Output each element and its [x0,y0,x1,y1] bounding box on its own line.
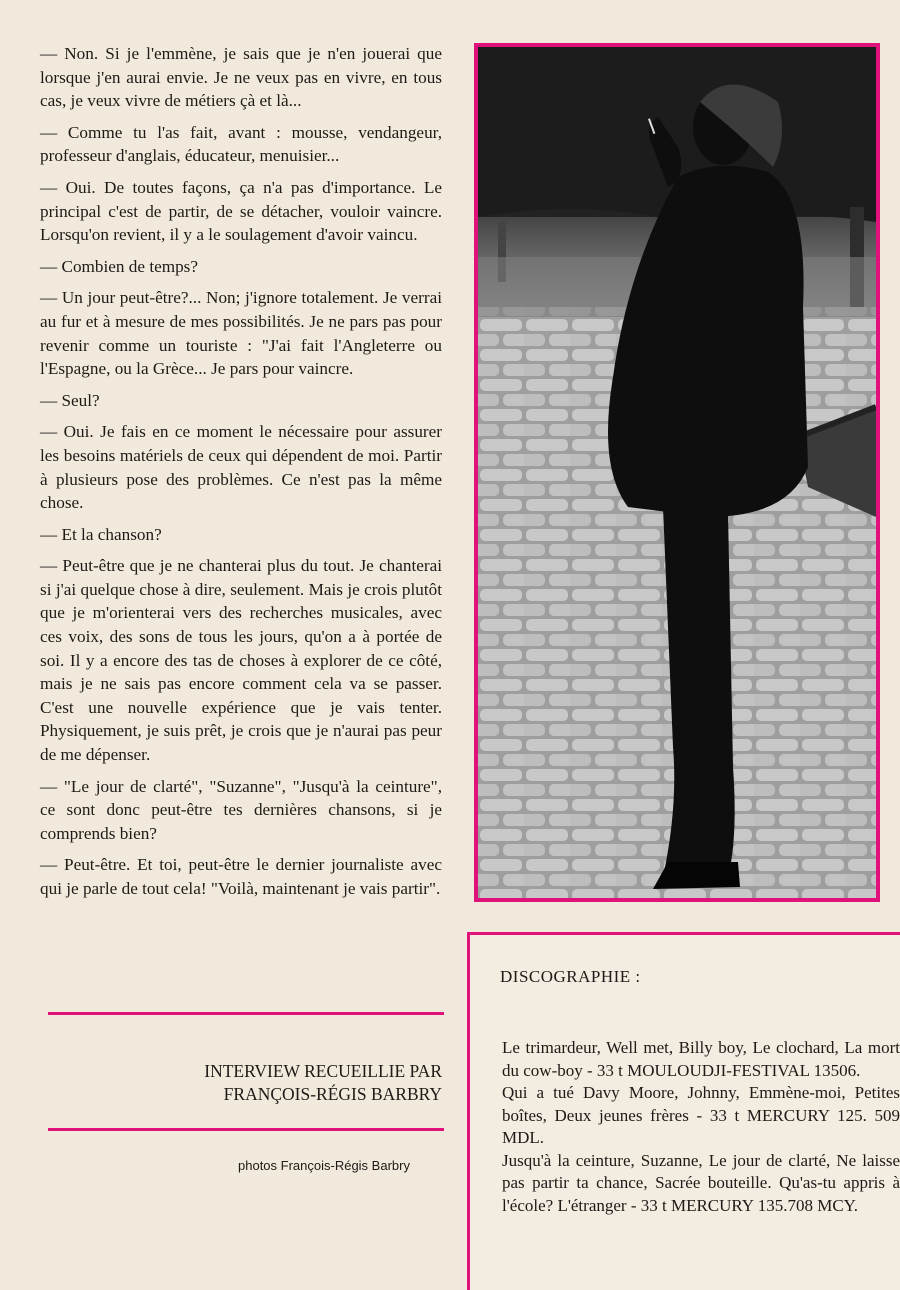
discography-list [502,1037,900,1217]
credit-line-2: FRANÇOIS-RÉGIS BARBRY [223,1084,442,1104]
portrait-photo [478,47,876,898]
interview-paragraph: — Oui. De toutes façons, ça n'a pas d'importance. Le principal c'est de partir, de se détacher, vouloir vaincre. Lorsqu'on revient, il y a le soulagement d'avoir vaincu. [40,177,442,245]
discography-title: DISCOGRAPHIE : [500,967,641,986]
credit-line-1: INTERVIEW RECUEILLIE PAR [204,1061,442,1081]
discography-entry: Qui a tué Davy Moore, Johnny, Emmène-moi, Petites boîtes, Deux jeunes frères - 33 t MERCURY 125. 509 MDL. [502,1083,900,1147]
interview-paragraph: — Peut-être. Et toi, peut-être le dernier journaliste avec qui je parle de tout cela! "Voilà, maintenant je vais partir". [40,855,442,898]
interview-credit [82,1060,442,1106]
discography-entry: Le trimardeur, Well met, Billy boy, Le clochard, La mort du cow-boy - 33 t MOULOUDJI-FESTIVAL 13506. [502,1038,900,1080]
interview-paragraph: — Seul? [40,390,100,410]
discography-entry: Jusqu'à la ceinture, Suzanne, Le jour de clarté, Ne laisse pas partir ta chance, Sacrée bouteille. Qu'as-tu appris à l'école? L'étranger - 33 t MERCURY 135.708 MCY. [502,1150,900,1215]
divider-rule-top [48,1012,444,1015]
interview-paragraph: — Non. Si je l'emmène, je sais que je n'en jouerai que lorsque j'en aurai envie. Je ne veux pas en vivre, en tous cas, je veux vivre de métiers çà et là... [40,44,442,111]
interview-paragraph: — Un jour peut-être?... Non; j'ignore totalement. Je verrai au fur et à mesure de mes possibilités. Je ne pars pas pour revenir comme un touriste : "J'ai fait l'Angleterre ou l'Espagne, ou la Grèce... Je pars pour vaincre. [40,288,442,379]
discography-box [467,932,900,1290]
interview-paragraph: — Oui. Je fais en ce moment le nécessaire pour assurer les besoins matériels de ceux qui dépendent de moi. Partir à plusieurs pose des problèmes. Ce n'est pas la même chose. [40,422,442,513]
divider-rule-bottom [48,1128,444,1131]
interview-paragraph: — Et la chanson? [40,524,162,544]
photo-credit: photos François-Régis Barbry [238,1158,410,1173]
interview-paragraph: — Peut-être que je ne chanterai plus du tout. Je chanterai si j'ai quelque chose à dire, seulement. Mais je crois plutôt que je m'orienterai vers des recherches musicales, avec ces voix, des sons de tous les jours, qu'on a à portée de soi. Il y a encore des tas de choses à explorer de ce côté, mais je ne sais pas encore comment cela va se passer. C'est une nouvelle expérience que je vais tenter. Physiquement, je suis prêt, je crois que je n'aurai pas peur de me dépenser. [40,556,442,765]
interview-paragraph: — Comme tu l'as fait, avant : mousse, vendangeur, professeur d'anglais, éducateur, menuisier... [40,122,442,166]
interview-column [40,42,442,909]
photo-frame [474,43,880,902]
interview-paragraph: — Combien de temps? [40,256,199,276]
interview-paragraph: — "Le jour de clarté", "Suzanne", "Jusqu'à la ceinture", ce sont donc peut-être tes dernières chansons, si je comprends bien? [40,776,442,843]
